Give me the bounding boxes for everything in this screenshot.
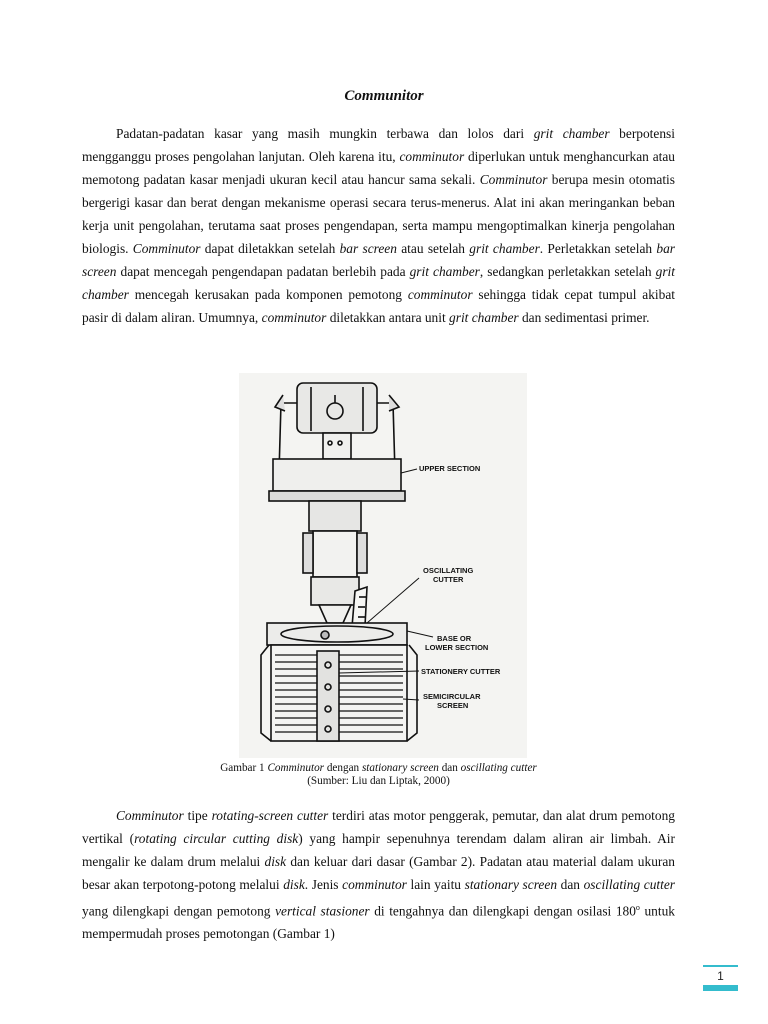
para2-run: o [635, 903, 640, 912]
caption-run: dengan [324, 762, 362, 774]
label-cutter: CUTTER [433, 575, 464, 584]
para1-run: bar screen [339, 241, 397, 256]
para1-run: grit chamber [82, 264, 675, 302]
caption-run: dan [438, 762, 461, 774]
para2-run: lain yaitu [406, 877, 465, 892]
page-number-bar [703, 985, 738, 991]
para2-run: rotating-screen cutter [211, 808, 329, 823]
page-number: 1 [717, 969, 724, 983]
caption-run: stationary screen [361, 762, 439, 774]
para2-run: comminutor [342, 877, 407, 892]
para1-run: , sedangkan perletakkan setelah [479, 264, 656, 279]
para1-run: grit chamber [449, 310, 519, 325]
para1-run: atau setelah [396, 241, 470, 256]
para1-run: grit chamber [533, 126, 610, 141]
para1-run: mencegah kerusakan pada komponen pemotong [128, 287, 408, 302]
para2-run: disk [264, 854, 287, 869]
label-base-or: BASE OR [437, 634, 472, 643]
figure-source: (Sumber: Liu dan Liptak, 2000) [307, 775, 450, 787]
para2-run: oscillating cutter [583, 877, 676, 892]
para1-run: berupa mesin otomatis bergerigi kasar dan berat dengan mekanisme operasi secara terus-menerus. Alat ini akan meringankan beban kerja unit pengolahan, terutama saat proses pengendapan, serta mampu mengoptimalkan kinerja pengolahan biologis. [82, 172, 675, 256]
figure-caption [82, 761, 675, 775]
para1-run: dan sedimentasi primer. [518, 310, 650, 325]
page-number-badge [703, 965, 738, 991]
para2-run: untuk mempermudah proses pemotongan (Gambar 1) [82, 903, 675, 942]
label-screen: SCREEN [437, 701, 469, 710]
label-lower-section: LOWER SECTION [425, 643, 489, 652]
para1-run: Comminutor [479, 172, 548, 187]
para1-run: comminutor [399, 149, 465, 164]
para1-run: grit chamber [409, 264, 480, 279]
paragraph-2 [82, 804, 675, 945]
caption-run: Comminutor [267, 762, 325, 774]
label-oscillating: OSCILLATING [423, 566, 474, 575]
paragraph-1 [82, 122, 675, 329]
label-stationery-cutter: STATIONERY CUTTER [421, 667, 501, 676]
para1-run: bar screen [82, 241, 675, 279]
upper-section [273, 459, 401, 491]
para1-run: . Perletakkan setelah [539, 241, 657, 256]
para2-run: terdiri atas motor penggerak, pemutar, dan alat drum pemotong vertikal ( [82, 808, 675, 846]
para2-run: dan [557, 877, 584, 892]
para2-run: yang dilengkapi dengan pemotong [82, 903, 276, 919]
para1-run: diletakkan antara unit [326, 310, 450, 325]
motor-housing [297, 383, 377, 433]
para2-run: di tengahnya dan dilengkapi dengan osilasi 180 [369, 903, 636, 919]
para1-run: dapat diletakkan setelah [200, 241, 340, 256]
para2-run: disk [283, 877, 305, 892]
para1-run: diperlukan untuk menghancurkan atau memotong padatan kasar menjadi ukuran kecil atau hancur sama sekali. [82, 149, 675, 187]
stationary-cutter [317, 651, 339, 741]
para2-run: . Jenis [304, 877, 343, 892]
para1-run: sehingga tidak cepat tumpul akibat pasir di dalam aliran. Umumnya, [82, 287, 675, 325]
caption-run: Gambar 1 [220, 762, 268, 774]
para1-run: grit chamber [469, 241, 540, 256]
para2-run: tipe [183, 808, 212, 823]
para2-run: rotating circular cutting disk [134, 831, 299, 846]
comminutor-figure [239, 373, 527, 758]
para1-run: comminutor [261, 310, 327, 325]
para2-run: stationary screen [464, 877, 558, 892]
para2-run: vertical stasioner [275, 903, 370, 919]
para2-run: ) yang hampir sepenuhnya terendam dalam aliran air limbah. Air mengalir ke dalam drum melalui [82, 831, 675, 869]
label-semicircular: SEMICIRCULAR [423, 692, 481, 701]
para1-run: dapat mencegah pengendapan padatan berlebih pada [116, 264, 410, 279]
para2-run: dan keluar dari dasar (Gambar 2). Padatan atau material dalam ukuran besar akan terpotong-potong melalui [82, 854, 675, 892]
caption-run: oscillating cutter [460, 762, 537, 774]
para2-run: Comminutor [116, 808, 184, 823]
para1-run: berpotensi mengganggu proses pengolahan lanjutan. Oleh karena itu, [82, 126, 675, 164]
page-title: Communitor [344, 88, 424, 104]
label-upper-section: UPPER SECTION [419, 464, 481, 473]
para1-run: Padatan-padatan kasar yang masih mungkin terbawa dan lolos dari [116, 126, 534, 141]
para1-run: Comminutor [132, 241, 201, 256]
para1-run: comminutor [407, 287, 473, 302]
comminutor-diagram [239, 373, 527, 758]
